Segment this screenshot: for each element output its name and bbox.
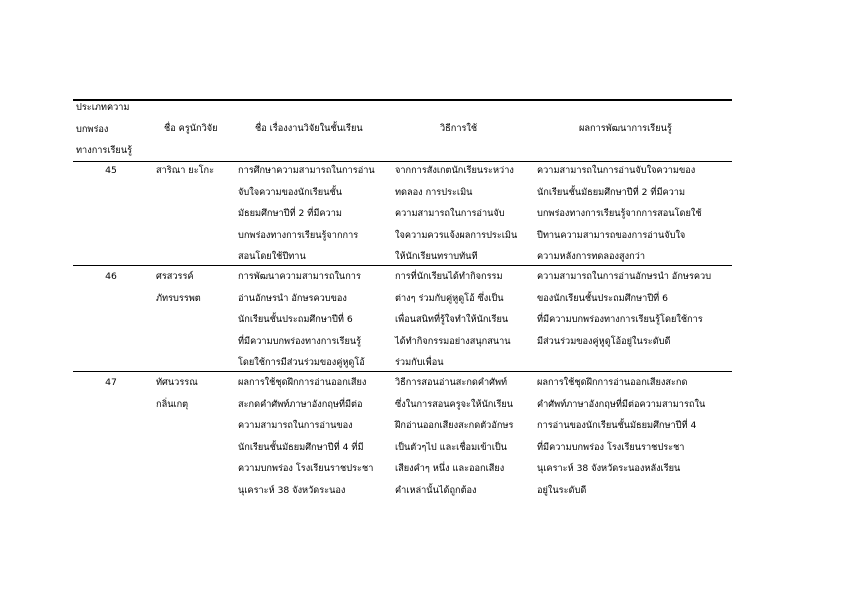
row-method xyxy=(395,160,517,268)
row-method xyxy=(395,372,513,501)
table-row-no: 46 xyxy=(105,271,117,282)
cell-line: ผลการใช้ชุดฝึกการอ่านออกเสียง xyxy=(238,377,367,388)
cell-line: ที่มีความบกพร่องทางการเรียนรู้ xyxy=(238,335,362,347)
cell-line: เพื่อนสนิทที่รู้ใจทำให้นักเรียน xyxy=(395,314,509,325)
header-researcher: ชื่อ ครูนักวิจัย xyxy=(164,123,218,134)
cell-line: การพัฒนาความสามารถในการ xyxy=(238,271,361,282)
row-researcher xyxy=(156,266,201,309)
header-col1-line: ประเภทความ xyxy=(76,102,130,113)
cell-line: ความหลังการทดลองสูงกว่า xyxy=(537,251,645,262)
table-top-rule xyxy=(73,99,732,101)
cell-line: เป็นตัวๆไป และเชื่อมเข้าเป็น xyxy=(395,441,507,453)
header-col1 xyxy=(76,97,132,162)
row-title xyxy=(238,160,375,268)
cell-line: ความบกพร่อง โรงเรียนราชประชา xyxy=(238,463,374,474)
cell-line: ต่างๆ ร่วมกับคู่หูดูโอ้ ซึ่งเป็น xyxy=(395,292,504,304)
cell-line: ของนักเรียนชั้นประถมศึกษาปีที่ 6 xyxy=(537,292,668,304)
cell-line: ได้ทำกิจกรรมอย่างสนุกสนาน xyxy=(395,335,511,347)
cell-line: การอ่านของนักเรียนชั้นมัธยมศึกษาปีที่ 4 xyxy=(537,420,697,431)
cell-line: ทดลอง การประเมิน xyxy=(395,186,473,198)
row-result xyxy=(537,160,702,268)
cell-line: ฝึกอ่านออกเสียงสะกดตัวอักษร xyxy=(395,420,514,431)
header-title: ชื่อ เรื่องงานวิจัยในชั้นเรียน xyxy=(255,123,363,134)
cell-line: ที่มีความบกพร่อง โรงเรียนราชประชา xyxy=(537,441,685,453)
row-title xyxy=(238,266,365,374)
cell-line: ความสามารถในการอ่านอักษรนำ อักษรควบ xyxy=(537,271,712,282)
cell-line: วิธีการสอนอ่านสะกดคำศัพท์ xyxy=(395,377,508,388)
cell-line: ที่มีความบกพร่องทางการเรียนรู้โดยใช้การ xyxy=(537,314,703,325)
cell-line: ร่วมกับเพื่อน xyxy=(395,357,444,368)
cell-line: ทัศนวรรณ xyxy=(156,377,198,388)
cell-line: โดยใช้การมีส่วนร่วมของคู่หูดูโอ้ xyxy=(238,357,365,368)
cell-line: ปีทานความสามารถของการอ่านจับใจ xyxy=(537,229,686,241)
table-row-no: 47 xyxy=(105,377,117,388)
row-researcher xyxy=(156,372,198,415)
cell-line: นักเรียนชั้นมัธยมศึกษาปีที่ 2 ที่มีความ xyxy=(537,186,686,198)
cell-line: บกพร่องทางการเรียนรู้จากการสอนโดยใช้ xyxy=(537,208,702,219)
cell-line: มีส่วนร่วมของคู่หูดูโอ้อยู่ในระดับดี xyxy=(537,335,671,347)
cell-line: สาริณา ยะโกะ xyxy=(156,165,215,176)
cell-line: เสียงคำๆ หนึ่ง และออกเสียง xyxy=(395,463,505,474)
cell-line: ผลการใช้ชุดฝึกการอ่านออกเสียงสะกด xyxy=(537,377,688,388)
header-result: ผลการพัฒนาการเรียนรู้ xyxy=(579,123,672,134)
cell-line: คำเหล่านั้นได้ถูกต้อง xyxy=(395,484,477,496)
cell-line: คำศัพท์ภาษาอังกฤษที่มีต่อความสามารถใน xyxy=(537,398,706,410)
cell-line: ศรสวรรค์ xyxy=(156,271,194,282)
row-method xyxy=(395,266,511,374)
header-col1-line: บกพร่อง xyxy=(76,123,109,135)
cell-line: สอนโดยใช้ปีทาน xyxy=(238,251,306,262)
cell-line: มัธยมศึกษาปีที่ 2 ที่มีความ xyxy=(238,208,342,219)
cell-line: นุเคราะห์ 38 จังหวัดระนองหลังเรียน xyxy=(537,463,681,474)
cell-line: สะกดคำศัพท์ภาษาอังกฤษที่มีต่อ xyxy=(238,398,363,410)
header-col1-line: ทางการเรียนรู้ xyxy=(76,145,133,156)
cell-line: บกพร่องทางการเรียนรู้จากการ xyxy=(238,229,359,241)
cell-line: นักเรียนชั้นมัธยมศึกษาปีที่ 4 ที่มี xyxy=(238,441,364,453)
row-title xyxy=(238,372,373,501)
cell-line: อ่านอักษรนำ อักษรควบของ xyxy=(238,292,347,304)
cell-line: นุเคราะห์ 38 จังหวัดระนอง xyxy=(238,484,346,496)
cell-line: ซึ่งในการสอนครูจะให้นักเรียน xyxy=(395,398,514,410)
cell-line: กลิ่นเกตุ xyxy=(156,398,189,410)
row-result xyxy=(537,372,705,501)
header-method: วิธีการใช้ xyxy=(440,123,478,134)
table-row-no: 45 xyxy=(105,165,117,176)
cell-line: ใจความควรแจ้งผลการประเมิน xyxy=(395,229,518,241)
cell-line: การที่นักเรียนได้ทำกิจกรรม xyxy=(395,271,503,282)
cell-line: จับใจความของนักเรียนชั้น xyxy=(238,186,342,198)
cell-line: ความสามารถในการอ่านจับใจความของ xyxy=(537,165,696,176)
cell-line: นักเรียนชั้นประถมศึกษาปีที่ 6 xyxy=(238,314,353,325)
cell-line: ความสามารถในการอ่านของ xyxy=(238,420,353,431)
row-researcher xyxy=(156,160,214,182)
cell-line: ภัทรบรรพต xyxy=(156,292,201,304)
cell-line: การศึกษาความสามารถในการอ่าน xyxy=(238,165,375,176)
cell-line: อยู่ในระดับดี xyxy=(537,484,587,496)
cell-line: ให้นักเรียนทราบทันที xyxy=(395,251,478,262)
row-result xyxy=(537,266,711,352)
cell-line: ความสามารถในการอ่านจับ xyxy=(395,208,505,219)
cell-line: จากการสังเกตนักเรียนระหว่าง xyxy=(395,165,514,176)
